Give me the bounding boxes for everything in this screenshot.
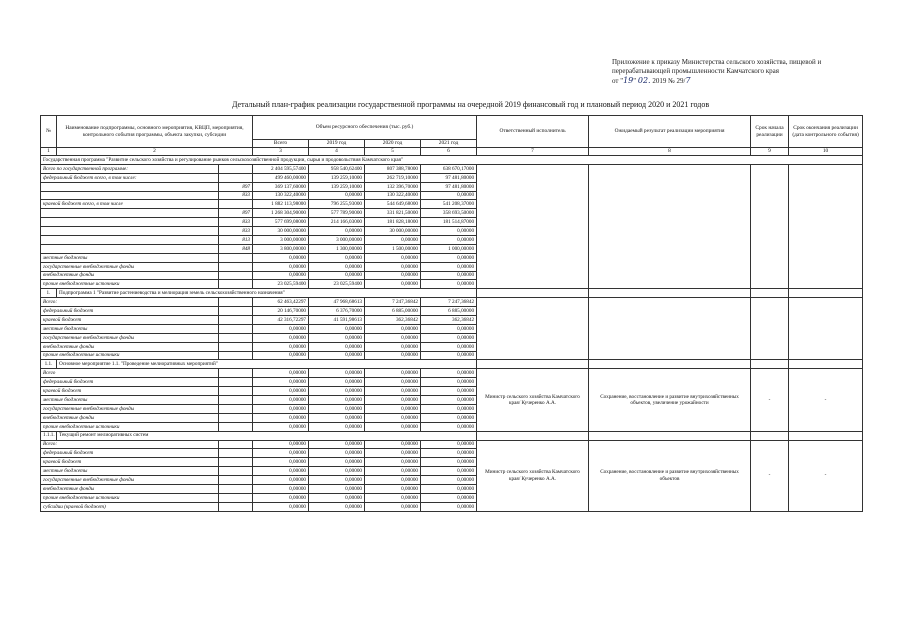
row-number: 1.1.1. [41,431,57,440]
measure-title-row [41,360,863,369]
row-number: 1. [41,289,57,298]
value-y2019: 0,00000 [309,458,365,467]
end-cell [789,164,863,288]
header-index: 2 [57,148,253,156]
row-code: 833 [219,218,253,227]
row-label: прочие внебюджетные источники [41,422,219,431]
row-code [219,164,253,173]
result-cell [589,289,751,298]
value-y2021: 0,00000 [421,369,477,378]
value-total: 130 322,40000 [253,191,309,200]
table-row [41,369,863,378]
header-end: Срок окончания реализации (дата контрольного события) [789,116,863,148]
value-total: 42 316,72297 [253,316,309,325]
value-y2019: 6 376,70000 [309,307,365,316]
responsible-cell [477,289,589,298]
value-y2020: 0,00000 [365,271,421,280]
row-code [219,476,253,485]
header-index: 8 [589,148,751,156]
value-y2021: 0,00000 [421,351,477,360]
row-code [219,307,253,316]
row-label: внебюджетные фонды [41,271,219,280]
value-y2019: 0,00000 [309,271,365,280]
header-2019: 2019 год [309,140,365,148]
value-y2020: 0,00000 [365,476,421,485]
row-code [219,493,253,502]
plan-table [40,115,863,512]
value-y2020: 7 247,36842 [365,298,421,307]
program-title: Государственная программа "Развитие сельского хозяйства и регулирование рынков сельскохозяйственной продукции, сырья и продовольствия Камчатского края" [41,156,863,165]
start-cell [751,298,789,360]
approval-month: 02. [637,76,651,85]
row-label: местные бюджеты [41,467,219,476]
subprogram-title-row [41,289,863,298]
header-n: № [41,116,57,148]
row-label: местные бюджеты [41,324,219,333]
result-cell [589,431,751,440]
value-total: 0,00000 [253,404,309,413]
value-total: 3 000,00000 [253,236,309,245]
value-y2020: 0,00000 [365,502,421,511]
header-deadline: Срок начала реализации [751,116,789,148]
value-y2020: 181 828,18000 [365,218,421,227]
document-title: Детальный план-график реализации государственной программы на очередной 2019 финансовый год и плановый период 2020 и 2021 годов [232,100,710,109]
row-code [219,316,253,325]
value-y2019: 577 789,90000 [309,209,365,218]
row-code [219,333,253,342]
value-y2019: 796 255,93000 [309,200,365,209]
value-total: 1 268 304,90000 [253,209,309,218]
responsible-cell [477,298,589,360]
value-total: 369 137,60000 [253,182,309,191]
value-total: 0,00000 [253,502,309,511]
value-y2019: 0,00000 [309,422,365,431]
value-y2020: 130 322,40000 [365,191,421,200]
value-y2020: 544 649,68000 [365,200,421,209]
value-y2019: 0,00000 [309,413,365,422]
value-y2019: 0,00000 [309,191,365,200]
value-total: 1 882 113,98000 [253,200,309,209]
row-title: Основное мероприятие 1.1. "Проведение мелиоративных мероприятий" [57,360,477,369]
value-total: 0,00000 [253,467,309,476]
row-label: местные бюджеты [41,253,219,262]
header-index: 1 [41,148,57,156]
value-total: 0,00000 [253,271,309,280]
row-label: федеральный бюджет [41,449,219,458]
value-y2019: 23 025,59400 [309,280,365,289]
value-total: 30 000,00000 [253,227,309,236]
responsible-cell: Министр сельского хозяйства Камчатского края/ Кучеренко А.А. [477,369,589,431]
value-y2021: 362,36842 [421,316,477,325]
value-y2021: 1 000,00000 [421,244,477,253]
value-y2019: 41 591,98613 [309,316,365,325]
value-y2020: 0,00000 [365,333,421,342]
row-label [41,191,219,200]
value-y2020: 0,00000 [365,324,421,333]
value-y2021: 0,00000 [421,502,477,511]
row-code [219,458,253,467]
row-code: 833 [219,227,253,236]
value-y2021: 0,00000 [421,342,477,351]
result-cell: Сохранение, восстановление и развитие внутрихозяйственных объектов, увеличение урожайности [589,369,751,431]
value-y2019: 139 259,10000 [309,182,365,191]
value-y2019: 0,00000 [309,351,365,360]
row-code: 833 [219,191,253,200]
row-title: Текущий ремонт мелиоративных систем [57,431,477,440]
row-code [219,280,253,289]
value-y2021: 0,00000 [421,253,477,262]
value-y2019: 958 540,62400 [309,164,365,173]
value-y2020: 0,00000 [365,378,421,387]
value-y2020: 132 396,70000 [365,182,421,191]
row-label: государственные внебюджетные фонды [41,476,219,485]
value-y2021: 0,00000 [421,458,477,467]
result-cell [589,360,751,369]
value-y2021: 0,00000 [421,449,477,458]
value-y2021: 97 481,80000 [421,182,477,191]
end-cell: - [789,369,863,431]
row-code [219,422,253,431]
start-cell: - [751,440,789,511]
value-y2020: 0,00000 [365,387,421,396]
value-y2020: 362,36842 [365,316,421,325]
row-label: внебюджетные фонды [41,413,219,422]
value-y2019: 0,00000 [309,493,365,502]
result-cell [589,298,751,360]
value-total: 0,00000 [253,333,309,342]
row-label: федеральный бюджет всего, в том числе: [41,173,219,182]
value-y2019: 47 968,68613 [309,298,365,307]
row-label: краевой бюджет всего, в том числе [41,200,219,209]
value-y2021: 0,00000 [421,280,477,289]
table-row [41,440,863,449]
value-y2020: 0,00000 [365,458,421,467]
value-total: 0,00000 [253,324,309,333]
table-row [41,298,863,307]
row-code [219,484,253,493]
value-y2019: 0,00000 [309,476,365,485]
value-total: 0,00000 [253,378,309,387]
value-y2021: 358 693,50000 [421,209,477,218]
value-y2021: 0,00000 [421,262,477,271]
row-label: местные бюджеты [41,396,219,405]
value-total: 23 025,59400 [253,280,309,289]
row-code [219,440,253,449]
row-label: прочие внебюджетные источники [41,351,219,360]
header-index: 10 [789,148,863,156]
value-y2021: 0,00000 [421,378,477,387]
value-y2021: 0,00000 [421,413,477,422]
value-total: 62 463,42297 [253,298,309,307]
value-y2021: 0,00000 [421,324,477,333]
approval-suffix: 2019 № 29/ [650,77,686,85]
row-code [219,271,253,280]
value-y2021: 0,00000 [421,236,477,245]
value-y2021: 181 514,87000 [421,218,477,227]
row-label: Всего по государственной программе: [41,164,219,173]
row-code [219,449,253,458]
value-y2020: 0,00000 [365,449,421,458]
value-y2019: 0,00000 [309,396,365,405]
row-label [41,209,219,218]
approval-line-3 [612,76,852,86]
row-code [219,369,253,378]
responsible-cell [477,360,589,369]
value-y2020: 262 719,10000 [365,173,421,182]
value-total: 577 699,08000 [253,218,309,227]
row-code: 897 [219,182,253,191]
start-cell [751,431,789,440]
approval-prefix: от " [612,77,624,85]
value-total: 0,00000 [253,387,309,396]
row-code: 897 [219,209,253,218]
approval-day: 19 [623,76,634,85]
header-2020: 2020 год [365,140,421,148]
end-cell [789,289,863,298]
approval-mid: " [633,77,638,85]
value-y2021: 0,00000 [421,476,477,485]
header-responsible: Ответственный исполнитель [477,116,589,148]
value-total: 0,00000 [253,351,309,360]
value-y2020: 30 000,00000 [365,227,421,236]
value-y2020: 0,00000 [365,484,421,493]
row-code [219,253,253,262]
value-y2019: 0,00000 [309,404,365,413]
value-y2021: 0,00000 [421,396,477,405]
value-y2020: 0,00000 [365,342,421,351]
row-code: 813 [219,236,253,245]
row-label: краевой бюджет [41,316,219,325]
row-label: государственные внебюджетные фонды [41,333,219,342]
value-y2020: 0,00000 [365,413,421,422]
header-index: 5 [365,148,421,156]
start-cell: - [751,369,789,431]
value-y2021: 0,00000 [421,271,477,280]
row-label: Всего: [41,440,219,449]
value-y2020: 0,00000 [365,440,421,449]
row-code [219,200,253,209]
value-y2020: 0,00000 [365,253,421,262]
row-label: прочие внебюджетные источники [41,280,219,289]
start-cell [751,164,789,288]
value-total: 0,00000 [253,440,309,449]
value-total: 2 404 595,57400 [253,164,309,173]
value-y2021: 0,00000 [421,227,477,236]
program-title-row [41,156,863,165]
value-y2019: 214 166,03000 [309,218,365,227]
value-y2019: 0,00000 [309,253,365,262]
value-y2020: 0,00000 [365,351,421,360]
value-y2019: 1 300,00000 [309,244,365,253]
header-index: 4 [309,148,365,156]
row-code [219,324,253,333]
header-total: Всего [253,140,309,148]
row-label: субсидии (краевой бюджет) [41,502,219,511]
value-y2019: 0,00000 [309,369,365,378]
value-y2020: 6 885,00000 [365,307,421,316]
value-y2019: 0,00000 [309,484,365,493]
row-label: государственные внебюджетные фонды [41,404,219,413]
value-y2020: 0,00000 [365,236,421,245]
start-cell [751,289,789,298]
row-label [41,227,219,236]
value-y2019: 0,00000 [309,262,365,271]
row-code [219,413,253,422]
row-label: краевой бюджет [41,458,219,467]
value-y2019: 0,00000 [309,378,365,387]
value-y2019: 0,00000 [309,324,365,333]
value-y2020: 1 500,00000 [365,244,421,253]
value-y2021: 0,00000 [421,493,477,502]
value-y2020: 331 821,50000 [365,209,421,218]
value-y2021: 0,00000 [421,484,477,493]
value-y2019: 0,00000 [309,227,365,236]
value-y2021: 0,00000 [421,422,477,431]
plan-table-body [41,156,863,512]
approval-number: 7 [685,76,691,85]
row-label [41,182,219,191]
value-total: 0,00000 [253,369,309,378]
value-y2020: 0,00000 [365,467,421,476]
value-y2020: 807 388,78000 [365,164,421,173]
value-total: 0,00000 [253,413,309,422]
row-label [41,236,219,245]
row-title: Подпрограмма 1 "Развитие растениеводства и мелиорация земель сельскохозяйственного назначения" [57,289,477,298]
value-total: 0,00000 [253,422,309,431]
row-label [41,218,219,227]
value-y2019: 0,00000 [309,467,365,476]
header-index: 6 [421,148,477,156]
value-y2021: 6 885,00000 [421,307,477,316]
row-code [219,502,253,511]
approval-note [612,58,852,86]
end-cell: - [789,440,863,511]
header-index: 7 [477,148,589,156]
row-code [219,378,253,387]
end-cell [789,360,863,369]
header-index: 3 [253,148,309,156]
row-label: Всего: [41,298,219,307]
value-total: 20 146,70000 [253,307,309,316]
value-y2021: 0,00000 [421,387,477,396]
row-label: внебюджетные фонды [41,342,219,351]
row-label: краевой бюджет [41,387,219,396]
header-volume: Объем ресурсного обеспечения (тыс. руб.) [253,116,477,140]
result-cell [589,164,751,288]
responsible-cell [477,431,589,440]
row-code [219,404,253,413]
value-y2020: 0,00000 [365,369,421,378]
row-label: федеральный бюджет [41,307,219,316]
header-2021: 2021 год [421,140,477,148]
row-label: прочие внебюджетные источники [41,493,219,502]
value-y2021: 7 247,36842 [421,298,477,307]
value-y2019: 0,00000 [309,333,365,342]
value-y2021: 0,00000 [421,440,477,449]
header-name: Наименование подпрограммы, основного мероприятия, КВЦП, мероприятия, контрольного события программы, объекта закупки, субсидии [57,116,253,148]
value-y2020: 0,00000 [365,404,421,413]
row-label: государственные внебюджетные фонды [41,262,219,271]
value-y2019: 0,00000 [309,342,365,351]
value-y2021: 0,00000 [421,191,477,200]
value-total: 0,00000 [253,342,309,351]
responsible-cell: Министр сельского хозяйства Камчатского края/ Кучеренко А.А. [477,440,589,511]
result-cell: Сохранение, восстановление и развитие внутрихозяйственных объектов [589,440,751,511]
row-code [219,396,253,405]
row-code [219,298,253,307]
value-total: 0,00000 [253,458,309,467]
value-total: 0,00000 [253,493,309,502]
end-cell [789,431,863,440]
value-y2021: 0,00000 [421,404,477,413]
row-code [219,173,253,182]
row-number: 1.1. [41,360,57,369]
value-y2019: 0,00000 [309,387,365,396]
value-y2020: 0,00000 [365,262,421,271]
value-y2020: 0,00000 [365,396,421,405]
approval-line-1: Приложение к приказу Министерства сельского хозяйства, пищевой и [612,58,822,66]
value-total: 0,00000 [253,262,309,271]
header-index: 9 [751,148,789,156]
row-code [219,387,253,396]
start-cell [751,360,789,369]
row-label: федеральный бюджет [41,378,219,387]
row-label: Всего [41,369,219,378]
value-total: 0,00000 [253,476,309,485]
value-y2020: 0,00000 [365,422,421,431]
value-y2020: 0,00000 [365,493,421,502]
row-code [219,262,253,271]
row-label: внебюджетные фонды [41,484,219,493]
row-label [41,244,219,253]
value-y2021: 638 670,17000 [421,164,477,173]
table-row [41,164,863,173]
value-total: 0,00000 [253,484,309,493]
value-total: 0,00000 [253,396,309,405]
approval-line-2: перерабатывающей промышленности Камчатского края [612,67,779,75]
row-code: 848 [219,244,253,253]
value-y2019: 3 000,00000 [309,236,365,245]
value-y2019: 0,00000 [309,449,365,458]
responsible-cell [477,164,589,288]
value-y2019: 0,00000 [309,440,365,449]
value-y2021: 97 481,80000 [421,173,477,182]
value-y2020: 0,00000 [365,280,421,289]
value-total: 0,00000 [253,449,309,458]
value-y2021: 0,00000 [421,333,477,342]
value-total: 3 800,00000 [253,244,309,253]
value-total: 0,00000 [253,253,309,262]
value-y2019: 0,00000 [309,502,365,511]
measure-title-row [41,431,863,440]
value-y2019: 139 259,10000 [309,173,365,182]
value-y2021: 0,00000 [421,467,477,476]
row-code [219,351,253,360]
row-code [219,467,253,476]
end-cell [789,298,863,360]
header-result: Ожидаемый результат реализации мероприятия [589,116,751,148]
value-total: 499 460,00000 [253,173,309,182]
row-code [219,342,253,351]
value-y2021: 541 208,37000 [421,200,477,209]
